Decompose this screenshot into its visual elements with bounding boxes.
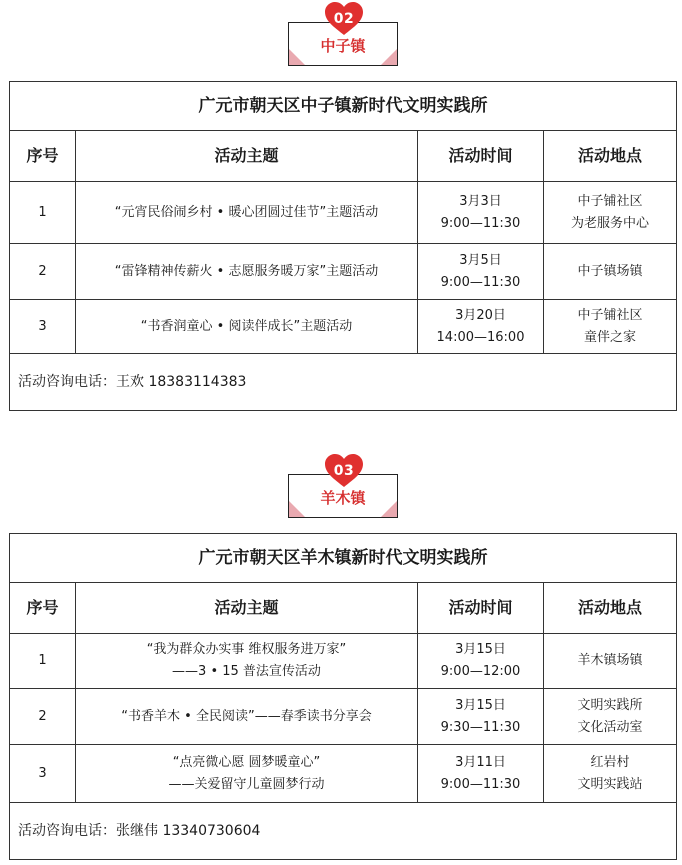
table-row: [10, 745, 677, 803]
row-time: 3月3日 9:00—11:30: [418, 182, 544, 244]
header-topic: 活动主题: [76, 583, 418, 634]
header-place: 活动地点: [544, 583, 677, 634]
row-time: 3月20日 14:00—16:00: [418, 300, 544, 354]
row-place: 中子铺社区 为老服务中心: [544, 182, 677, 244]
activity-table-zhongzi: [9, 81, 677, 411]
row-place: 羊木镇场镇: [544, 634, 677, 689]
table-title: 广元市朝天区中子镇新时代文明实践所: [10, 82, 677, 131]
row-number: 1: [10, 182, 76, 244]
row-number: 1: [10, 634, 76, 689]
row-topic: “书香润童心 • 阅读伴成长”主题活动: [76, 300, 418, 354]
row-place: 中子铺社区 童伴之家: [544, 300, 677, 354]
table-row: [10, 300, 677, 354]
table-row: [10, 634, 677, 689]
contact-info: 活动咨询电话：王欢 18383114383: [10, 354, 677, 411]
badge-number: 03: [333, 463, 355, 479]
row-topic: “我为群众办实事 维权服务进万家” ——3 • 15 普法宣传活动: [76, 634, 418, 689]
row-number: 2: [10, 689, 76, 745]
row-topic: “点亮微心愿 圆梦暖童心” ——关爱留守儿童圆梦行动: [76, 745, 418, 803]
header-time: 活动时间: [418, 131, 544, 182]
heart-icon: [324, 2, 364, 38]
table-title: 广元市朝天区羊木镇新时代文明实践所: [10, 534, 677, 583]
row-topic: “书香羊木 • 全民阅读”——春季读书分享会: [76, 689, 418, 745]
row-number: 3: [10, 745, 76, 803]
table-row: [10, 689, 677, 745]
contact-info: 活动咨询电话：张继伟 13340730604: [10, 803, 677, 860]
row-topic: “元宵民俗闹乡村 • 暖心团圆过佳节”主题活动: [76, 182, 418, 244]
table-row: [10, 182, 677, 244]
row-time: 3月15日 9:30—11:30: [418, 689, 544, 745]
row-topic: “雷锋精神传薪火 • 志愿服务暖万家”主题活动: [76, 244, 418, 300]
badge-label: 羊木镇: [320, 489, 366, 507]
header-place: 活动地点: [544, 131, 677, 182]
header-time: 活动时间: [418, 583, 544, 634]
row-time: 3月15日 9:00—12:00: [418, 634, 544, 689]
row-number: 2: [10, 244, 76, 300]
badge-label: 中子镇: [320, 37, 366, 55]
activity-table-yangmu: [9, 533, 677, 860]
header-number: 序号: [10, 131, 76, 182]
badge-number: 02: [333, 11, 355, 27]
heart-icon: [324, 454, 364, 490]
row-number: 3: [10, 300, 76, 354]
section-badge-zhongzi: [288, 2, 400, 62]
table-row: [10, 244, 677, 300]
row-place: 红岩村 文明实践站: [544, 745, 677, 803]
header-topic: 活动主题: [76, 131, 418, 182]
section-badge-yangmu: [288, 454, 400, 514]
row-place: 文明实践所 文化活动室: [544, 689, 677, 745]
row-place: 中子镇场镇: [544, 244, 677, 300]
row-time: 3月5日 9:00—11:30: [418, 244, 544, 300]
header-number: 序号: [10, 583, 76, 634]
row-time: 3月11日 9:00—11:30: [418, 745, 544, 803]
